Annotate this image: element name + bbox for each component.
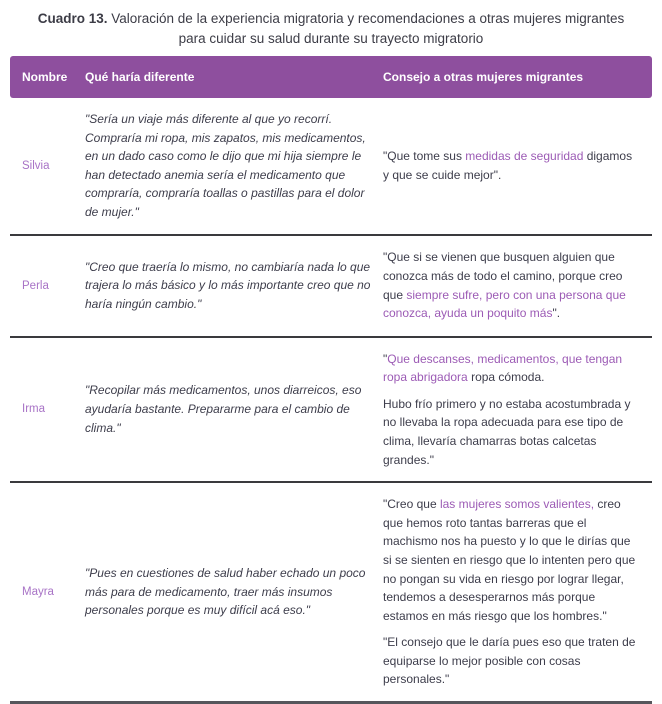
consejo-cell: [383, 338, 652, 482]
quote-paragraph: [383, 248, 640, 322]
consejo-cell: [383, 236, 652, 336]
quote-paragraph: [383, 633, 640, 689]
quote-paragraph: [85, 258, 375, 314]
quote-text: "El consejo que le daría pues eso que traten de equiparse lo mejor posible con cosas personales.": [383, 635, 636, 687]
table-caption-number: Cuadro 13.: [37, 11, 108, 26]
quote-paragraph: [383, 350, 640, 387]
quote-paragraph: [383, 395, 640, 469]
table-caption: [31, 9, 631, 49]
quote-paragraph: [85, 110, 375, 222]
que-haria-diferente-cell: [85, 98, 383, 234]
migrant-name: Silvia: [22, 159, 50, 172]
table-row: [10, 338, 652, 484]
table-row: [10, 236, 652, 338]
table-caption-text: Valoración de la experiencia migratoria y recomendaciones a otras mujeres migrantes para cuidar su salud durante su trayecto migratorio: [111, 11, 625, 46]
quote-text: Hubo frío primero y no estaba acostumbrada y no llevaba la ropa adecuada para ese tipo de clima, llevaría chamarras botas calcetas grandes.": [383, 396, 631, 467]
table-row: [10, 98, 652, 236]
quote-text: "Creo que traería lo mismo, no cambiaría nada lo que trajera lo más básico y lo más importante creo que no haría ningún cambio.": [85, 259, 371, 311]
quote-paragraph: [85, 381, 375, 437]
que-haria-diferente-cell: [85, 338, 383, 482]
table-header-row: [10, 56, 652, 98]
migrant-name: Irma: [22, 403, 45, 416]
quote-text: "Que tome sus: [383, 149, 466, 164]
quote-text: ".: [552, 306, 561, 321]
quote-paragraph: [383, 495, 640, 625]
que-haria-diferente-cell: [85, 483, 383, 701]
quote-text: "Que si se vienen que busquen alguien que conozca más de todo el camino, porque creo que: [383, 250, 623, 302]
quote-text: "Sería un viaje más diferente al que yo recorrí. Compraría mi ropa, mis zapatos, mis medicamentos, en un dado caso como le dijo que mi hija siempre le han detectado anemia sería el medicamento que compraría, compraría toallas o pastillas para el dolor de mujer.": [85, 112, 366, 219]
column-header-nombre: Nombre: [22, 70, 68, 84]
consejo-cell: [383, 98, 652, 234]
highlighted-phrase: siempre sufre, pero con una persona que conozca, ayuda un poquito más: [383, 287, 626, 321]
highlighted-phrase: Que descanses, medicamentos, que tengan ropa abrigadora: [383, 351, 623, 385]
quote-text: "Creo que: [383, 497, 440, 512]
quote-text: "Pues en cuestiones de salud haber echado un poco más para de medicamento, traer más insumos personales porque es muy difícil acá eso.": [85, 566, 366, 618]
quote-text: ": [383, 351, 388, 366]
quote-text: ropa cómoda.: [467, 370, 545, 385]
migrant-experience-table: [10, 56, 652, 704]
column-header-consejo: Consejo a otras mujeres migrantes: [383, 70, 584, 84]
quote-paragraph: [383, 147, 640, 184]
table-body: [10, 98, 652, 704]
quote-text: digamos y que se cuide mejor".: [383, 149, 633, 182]
quote-text: creo que hemos roto tantas barreras que el machismo nos ha puesto y lo que le dirías que si se sienten en riesgo que lo intenten pero que no pongan su vida en riesgo por lograr llegar, tendemos a desesperarnos más porque estamos en más riesgo que los hombres.": [383, 497, 636, 623]
highlighted-phrase: medidas de seguridad: [465, 149, 584, 164]
migrant-name: Perla: [22, 279, 49, 292]
quote-text: "Recopilar más medicamentos, unos diarreicos, eso ayudaría bastante. Prepararme para el cambio de clima.": [85, 383, 362, 435]
que-haria-diferente-cell: [85, 236, 383, 336]
highlighted-phrase: las mujeres somos valientes,: [439, 497, 595, 512]
table-row: [10, 483, 652, 704]
consejo-cell: [383, 483, 652, 701]
migrant-name: Mayra: [22, 586, 54, 599]
column-header-que-haria-diferente: Qué haría diferente: [85, 70, 195, 84]
quote-paragraph: [85, 564, 375, 620]
